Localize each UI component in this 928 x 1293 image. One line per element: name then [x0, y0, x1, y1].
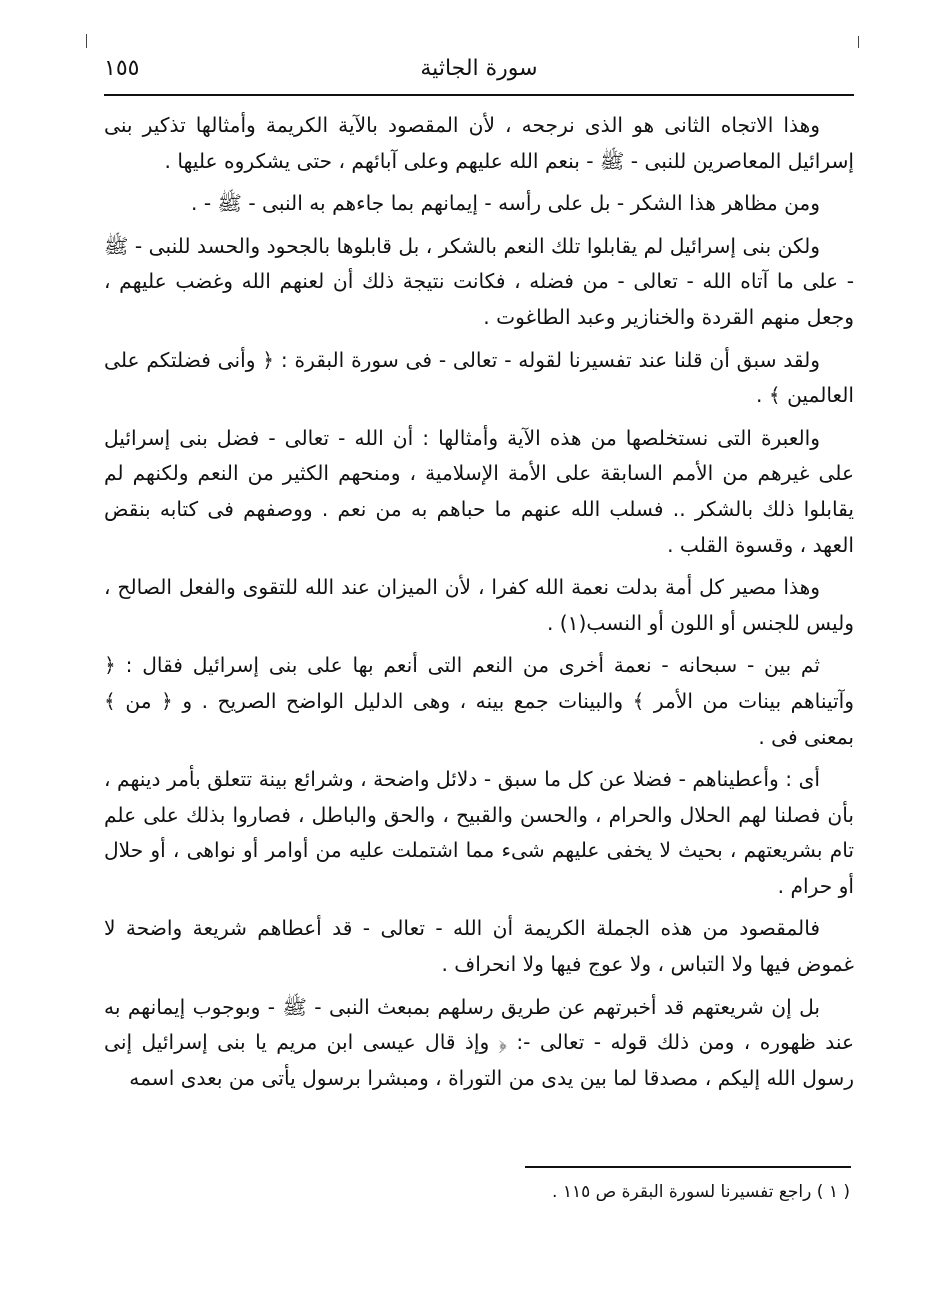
- paragraph: أى : وأعطيناهم - فضلا عن كل ما سبق - دلائل واضحة ، وشرائع بينة تتعلق بأمر دينهم ، بأن فصلنا لهم الحلال والحرام ، والحسن والقبيح ، والحق والباطل ، فصاروا بذلك على علم تام بشريعتهم ، بحيث لا يخفى عليهم شىء مما اشتملت عليه من أوامر أو نواهى ، أو حلال أو حرام .: [104, 767, 854, 898]
- paragraph: ثم بين - سبحانه - نعمة أخرى من النعم التى أنعم بها على بنى إسرائيل فقال : ﴿ وآتيناهم بينات من الأمر ﴾ والبينات جمع بينه ، وهى الدليل الواضح الصريح . و ﴿ من ﴾ بمعنى فى .: [104, 653, 854, 749]
- footnote-rule: [525, 1166, 851, 1168]
- header-rule: [104, 94, 854, 96]
- running-header: [104, 52, 854, 92]
- paragraph: وهذا الاتجاه الثانى هو الذى نرجحه ، لأن المقصود بالآية الكريمة وأمثالها تذكير بنى إسرائيل المعاصرين للنبى - ﷺ - بنعم الله عليهم وعلى آبائهم ، حتى يشكروه عليها .: [104, 113, 854, 173]
- paragraph: والعبرة التى نستخلصها من هذه الآية وأمثالها : أن الله - تعالى - فضل بنى إسرائيل على غيرهم من الأمم السابقة على الأمة الإسلامية ، ومنحهم الكثير من النعم ولكنهم لم يقابلوا ذلك بالشكر .. فسلب الله عنهم ما حباهم به من نعم . ووصفهم فى كتابه بنقض العهد ، وقسوة القلب .: [104, 425, 854, 557]
- paragraph: ولكن بنى إسرائيل لم يقابلوا تلك النعم بالشكر ، بل قابلوها بالجحود والحسد للنبى - ﷺ - على ما آتاه الله - تعالى - من فضله ، فكانت نتيجة ذلك أن لعنهم الله وغضب عليهم ، وجعل منهم القردة والخنازير وعبد الطاغوت .: [104, 233, 854, 329]
- paragraph: بل إن شريعتهم قد أخبرتهم عن طريق رسلهم بمبعث النبى - ﷺ - وبوجوب إيمانهم به عند ظهوره ، ومن ذلك قوله - تعالى -: ﴿ وإذ قال عيسى ابن مريم يا بنى إسرائيل إنى رسول الله إليكم ، مصدقا لما بين يدى من التوراة ، ومبشرا برسول يأتى من بعدى اسمه: [104, 994, 854, 1090]
- paragraph: ولقد سبق أن قلنا عند تفسيرنا لقوله - تعالى - فى سورة البقرة : ﴿ وأنى فضلتكم على العالمين ﴾ .: [104, 347, 854, 408]
- paragraph: ومن مظاهر هذا الشكر - بل على رأسه - إيمانهم بما جاءهم به النبى - ﷺ - .: [191, 191, 820, 216]
- paragraph: وهذا مصير كل أمة بدلت نعمة الله كفرا ، لأن الميزان عند الله للتقوى والفعل الصالح ، وليس للجنس أو اللون أو النسب(١) .: [104, 575, 854, 635]
- main-text: [104, 108, 854, 1103]
- paragraph: فالمقصود من هذه الجملة الكريمة أن الله - تعالى - قد أعطاهم شريعة واضحة لا غموض فيها ولا التباس ، ولا عوج فيها ولا انحراف .: [104, 916, 854, 977]
- page-number: ١٥٥: [104, 56, 140, 81]
- scan-mark-right: [858, 36, 859, 48]
- surah-title: سورة الجاثية: [420, 56, 538, 81]
- scan-mark-left: [86, 34, 87, 48]
- footnote: ( ١ ) راجع تفسيرنا لسورة البقرة ص ١١٥ .: [552, 1182, 850, 1202]
